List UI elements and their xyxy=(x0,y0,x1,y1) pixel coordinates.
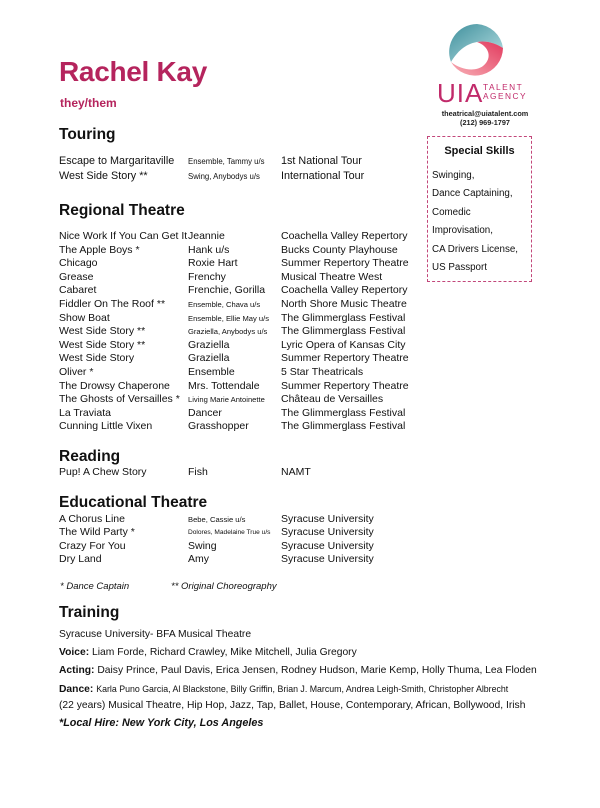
credit-row xyxy=(59,407,419,421)
role: Dancer xyxy=(188,406,222,419)
training-dance xyxy=(59,682,508,697)
credit-row xyxy=(59,513,419,527)
agency-logo-icon xyxy=(447,22,507,82)
show-title: A Chorus Line xyxy=(59,512,125,525)
credit-row xyxy=(59,380,419,394)
credit-row xyxy=(59,366,419,380)
venue: The Glimmerglass Festival xyxy=(281,311,406,324)
venue: The Glimmerglass Festival xyxy=(281,420,406,433)
venue: NAMT xyxy=(281,466,311,478)
venue: Coachella Valley Repertory xyxy=(281,284,408,297)
role: Mrs. Tottendale xyxy=(188,379,260,392)
show-title: Fiddler On The Roof ** xyxy=(59,298,166,310)
legend-original-choreography: ** Original Choreography xyxy=(171,581,277,592)
special-skills-box xyxy=(427,136,532,282)
credit-row xyxy=(59,230,419,244)
performer-name: Rachel Kay xyxy=(59,56,207,87)
venue: Summer Repertory Theatre xyxy=(281,257,409,270)
legend-dance-captain: * Dance Captain xyxy=(60,581,130,592)
show-title: Cunning Little Vixen xyxy=(59,420,153,433)
show-title: Pup! A Chew Story xyxy=(59,466,147,478)
show-title: Oliver * xyxy=(59,366,94,378)
dance-label: Dance: xyxy=(59,684,94,695)
agency-contact xyxy=(430,110,540,127)
show-title: The Apple Boys * xyxy=(59,243,140,256)
show-title: West Side Story ** xyxy=(59,170,148,182)
role: Hank u/s xyxy=(188,243,230,256)
role: Bebe, Cassie u/s xyxy=(188,514,246,524)
credit-row xyxy=(59,155,419,169)
section-title-touring: Touring xyxy=(59,126,116,143)
venue: Summer Repertory Theatre xyxy=(281,352,409,365)
role: Graziella xyxy=(188,338,230,351)
venue: Bucks County Playhouse xyxy=(281,243,398,256)
credit-row xyxy=(59,298,419,312)
credit-row xyxy=(59,352,419,366)
dance-teachers: Karla Puno Garcia, Al Blackstone, Billy Griffin, Brian J. Marcum, Andrea Leigh-Smith, Christopher Albrecht xyxy=(96,684,509,694)
skill-item: Improvisation, xyxy=(432,225,493,237)
special-skills-list xyxy=(432,167,518,277)
show-title: Chicago xyxy=(59,257,98,270)
skill-item: Dance Captaining, xyxy=(432,188,513,200)
role: Amy xyxy=(188,553,209,566)
credit-row xyxy=(59,170,419,184)
venue: Musical Theatre West xyxy=(281,270,383,283)
role: Grasshopper xyxy=(188,420,249,433)
venue: Syracuse University xyxy=(281,539,374,552)
role: Graziella, Anybodys u/s xyxy=(188,327,268,337)
venue: Syracuse University xyxy=(281,526,374,539)
agency-email[interactable]: theatrical@uiatalent.com xyxy=(441,109,529,118)
section-title-educational: Educational Theatre xyxy=(59,494,208,511)
venue: The Glimmerglass Festival xyxy=(281,325,406,338)
venue: International Tour xyxy=(281,170,365,182)
show-title: La Traviata xyxy=(59,406,111,419)
credit-row xyxy=(59,312,419,326)
voice-teachers: Liam Forde, Richard Crawley, Mike Mitchell, Julia Gregory xyxy=(92,647,357,658)
credit-row xyxy=(59,466,419,480)
credit-row xyxy=(59,553,419,567)
venue: Château de Versailles xyxy=(281,393,384,406)
local-hire: *Local Hire: New York City, Los Angeles xyxy=(59,717,264,729)
agency-logo-text xyxy=(483,83,527,101)
show-title: The Drowsy Chaperone xyxy=(59,379,170,392)
agency-phone: (212) 969-1797 xyxy=(460,117,510,127)
role: Living Marie Antoinette xyxy=(188,395,265,405)
role: Roxie Hart xyxy=(188,257,238,270)
skill-item: CA Drivers License, xyxy=(432,243,519,255)
skill-item: Comedic xyxy=(432,206,471,218)
credit-row xyxy=(59,325,419,339)
show-title: Cabaret xyxy=(59,284,97,297)
show-title: Show Boat xyxy=(59,311,110,324)
skill-item: Swinging, xyxy=(432,170,475,181)
show-title: Nice Work If You Can Get It xyxy=(59,230,188,242)
training-acting xyxy=(59,664,537,678)
show-title: Escape to Margaritaville xyxy=(59,155,175,167)
venue: Syracuse University xyxy=(281,512,374,525)
venue: The Glimmerglass Festival xyxy=(281,406,406,419)
role: Frenchy xyxy=(188,270,226,283)
role: Fish xyxy=(188,466,208,478)
credit-row xyxy=(59,284,419,298)
show-title: West Side Story ** xyxy=(59,338,146,351)
role: Ensemble xyxy=(188,366,235,378)
show-title: The Ghosts of Versailles * xyxy=(59,393,180,406)
role: Ensemble, Tammy u/s xyxy=(188,157,265,166)
role: Jeannie xyxy=(188,230,225,242)
training-dance-styles: (22 years) Musical Theatre, Hip Hop, Jazz, Tap, Ballet, House, Contemporary, African, Bollywood, Irish xyxy=(59,700,526,711)
credit-row xyxy=(59,393,419,407)
agency-logo-letters: UIA xyxy=(437,78,484,108)
role: Graziella xyxy=(188,352,230,365)
credit-row xyxy=(59,339,419,353)
role: Dolores, Madelaine True u/s xyxy=(188,529,271,537)
acting-teachers: Daisy Prince, Paul Davis, Erica Jensen, Rodney Hudson, Marie Kemp, Holly Thuma, Lea Floden xyxy=(97,665,537,676)
show-title: The Wild Party * xyxy=(59,526,135,539)
special-skills-title: Special Skills xyxy=(444,145,515,157)
role: Swing xyxy=(188,539,217,552)
show-title: Grease xyxy=(59,270,94,283)
agency-logo-line1: TALENT xyxy=(483,82,524,92)
credit-row xyxy=(59,271,419,285)
voice-label: Voice: xyxy=(59,647,90,658)
credit-row xyxy=(59,257,419,271)
credit-row xyxy=(59,244,419,258)
section-title-training: Training xyxy=(59,604,120,621)
venue: Lyric Opera of Kansas City xyxy=(281,338,406,351)
section-title-regional: Regional Theatre xyxy=(59,202,185,219)
show-title: Crazy For You xyxy=(59,539,126,552)
section-title-reading: Reading xyxy=(59,448,121,465)
venue: 5 Star Theatricals xyxy=(281,366,364,378)
venue: North Shore Music Theatre xyxy=(281,298,407,310)
agency-logo-line2: AGENCY xyxy=(483,91,528,101)
role: Swing, Anybodys u/s xyxy=(188,172,260,181)
pronouns: they/them xyxy=(60,96,117,110)
venue: Summer Repertory Theatre xyxy=(281,379,409,392)
role: Ensemble, Chava u/s xyxy=(188,300,261,309)
credit-row xyxy=(59,420,419,434)
venue: 1st National Tour xyxy=(281,155,362,167)
show-title: Dry Land xyxy=(59,553,102,566)
acting-label: Acting: xyxy=(59,665,95,676)
credit-row xyxy=(59,526,419,540)
show-title: West Side Story xyxy=(59,352,135,365)
training-voice xyxy=(59,646,357,660)
skill-item: US Passport xyxy=(432,262,487,274)
show-title: West Side Story ** xyxy=(59,325,146,338)
role: Frenchie, Gorilla xyxy=(188,284,266,297)
venue: Coachella Valley Repertory xyxy=(281,230,408,242)
credit-row xyxy=(59,540,419,554)
training-school: Syracuse University- BFA Musical Theatre xyxy=(59,629,252,640)
role: Ensemble, Ellie May u/s xyxy=(188,313,270,323)
venue: Syracuse University xyxy=(281,553,374,566)
